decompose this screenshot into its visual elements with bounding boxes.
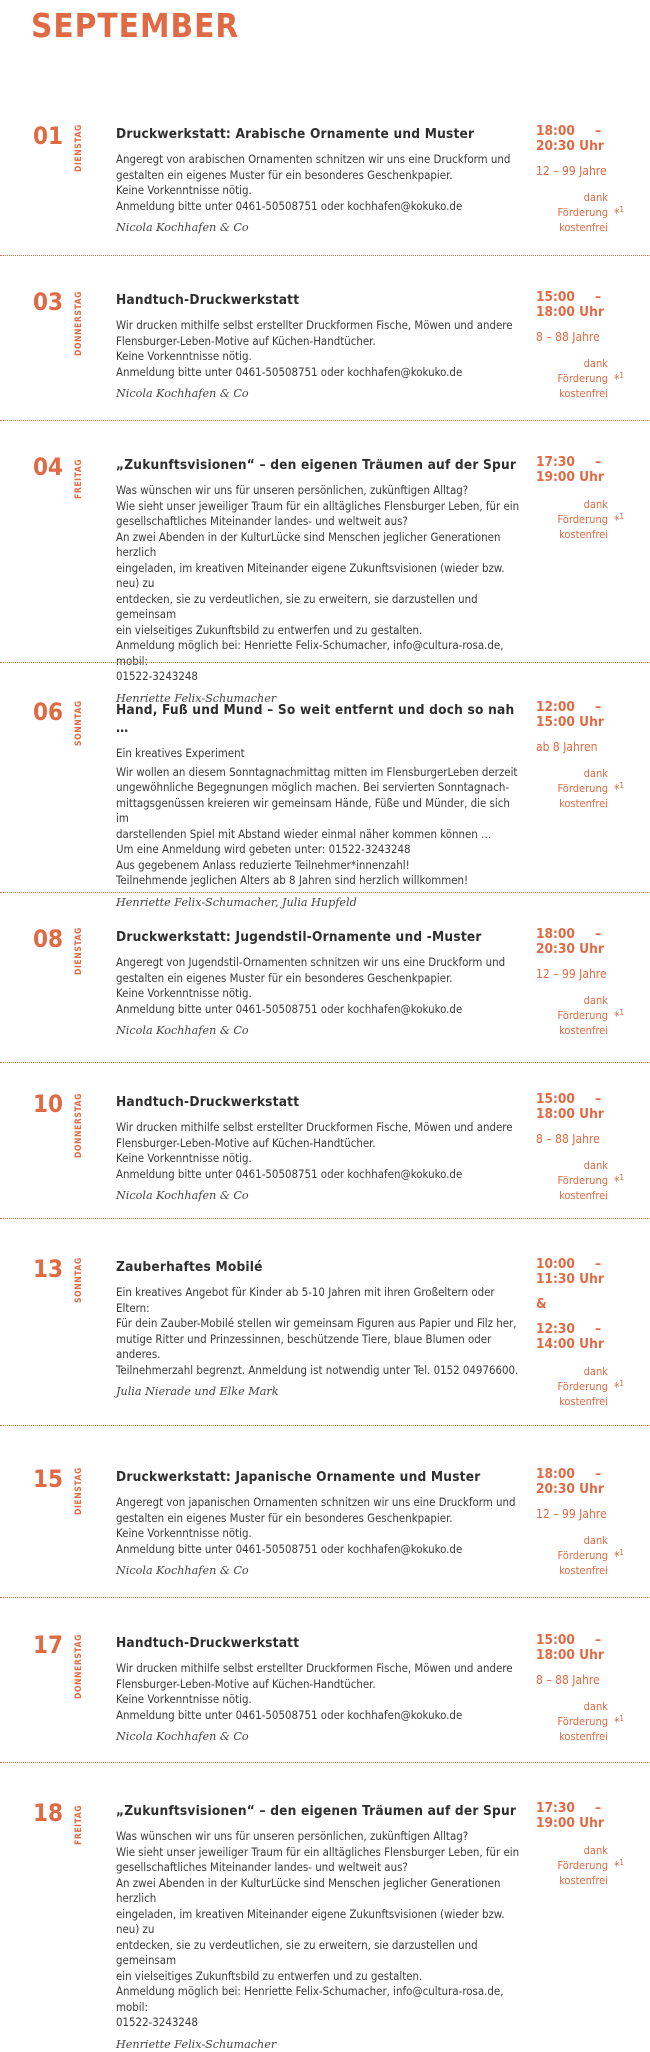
event-weekday: DONNERSTAG xyxy=(74,1633,84,1699)
time-range xyxy=(536,700,636,730)
event-weekday: FREITAG xyxy=(74,1804,84,1845)
time-range xyxy=(536,1467,636,1497)
event-divider xyxy=(0,420,650,421)
event-schedule xyxy=(536,700,636,811)
funding-note xyxy=(536,1533,624,1578)
time-start: 12:30 xyxy=(536,1321,575,1337)
event-weekday: DONNERSTAG xyxy=(74,1092,84,1158)
event-organizer: Nicola Kochhafen & Co xyxy=(116,221,249,234)
event-weekday: DIENSTAG xyxy=(74,124,84,172)
time-separator: & xyxy=(536,1296,547,1312)
funding-free-label: kostenfrei xyxy=(559,1024,608,1037)
funding-note xyxy=(536,356,624,401)
event-description: Wir drucken mithilfe selbst erstellter Druckformen Fische, Möwen und andere Flensburger-Leben-Motive auf Küchen-Handtücher. Keine Vorkenntnisse nötig. Anmeldung bitte unter 0461-50508751 oder kochhafen@kokuko.de xyxy=(116,1120,513,1181)
event-schedule xyxy=(536,927,636,1038)
event-day-number: 15 xyxy=(33,1465,64,1493)
event-day-number: 17 xyxy=(33,1631,64,1659)
footnote-marker: *$^1$ xyxy=(614,781,624,796)
event-description: Angeregt von Jugendstil-Ornamenten schnitzen wir uns eine Druckform und gestalten ein eigenes Muster für ein besonderes Geschenkpapier. Keine Vorkenntnisse nötig. Anmeldung bitte unter 0461-50508751 oder kochhafen@kokuko.de xyxy=(116,955,506,1016)
event-title: Handtuch-Druckwerkstatt xyxy=(116,1094,300,1110)
event-weekday: DIENSTAG xyxy=(74,1467,84,1515)
event-description: Wir wollen an diesem Sonntagnachmittag mitten im FlensburgerLeben derzeit ungewöhnliche Begegnungen möglich machen. Bei servierten Sonntagnach- mittagsgenüssen kreieren wir gemeinsam Hände, Füße und Münder, die sich im darstellenden Spiel mit Abstand wieder einmal näher kommen können … Um eine Anmeldung wird gebeten unter: 01522-3243248 Aus gegebenem Anlass reduzierte Teilnehmer*innenzahl! Teilnehmende jeglichen Alters ab 8 Jahren sind herzlich willkommen! xyxy=(116,764,518,887)
footnote-marker: *$^1$ xyxy=(614,1548,624,1563)
event-title: Handtuch-Druckwerkstatt xyxy=(116,1635,300,1651)
age-range: 8 – 88 Jahre xyxy=(536,1132,600,1146)
time-end: 14:00 Uhr xyxy=(536,1336,604,1352)
event-organizer: Henriette Felix-Schumacher xyxy=(116,691,277,705)
event-divider xyxy=(0,1425,650,1426)
time-end: 18:00 Uhr xyxy=(536,1647,604,1663)
funding-free-label: kostenfrei xyxy=(559,797,608,810)
funding-note xyxy=(536,190,624,235)
event-schedule xyxy=(536,1092,636,1203)
time-dash: – xyxy=(594,926,602,942)
time-start: 15:00 xyxy=(536,1632,575,1648)
funding-note xyxy=(536,497,624,542)
age-range: 12 – 99 Jahre xyxy=(536,1507,607,1521)
funding-free-label: kostenfrei xyxy=(559,1189,608,1202)
age-range: 12 – 99 Jahre xyxy=(536,967,607,981)
funding-label: dank Förderung xyxy=(557,767,608,795)
time-start: 17:30 xyxy=(536,454,575,470)
event-divider xyxy=(0,1062,650,1063)
event-title: Druckwerkstatt: Jugendstil-Ornamente und -Muster xyxy=(116,929,482,945)
funding-label: dank Förderung xyxy=(557,1534,608,1562)
funding-note xyxy=(536,1158,624,1203)
time-start: 17:30 xyxy=(536,1800,575,1816)
age-range: ab 8 Jahren xyxy=(536,740,598,754)
second-time-range xyxy=(536,1322,636,1352)
time-range xyxy=(536,1633,636,1663)
funding-free-label: kostenfrei xyxy=(559,1564,608,1577)
event-schedule xyxy=(536,1467,636,1578)
event-title: „Zukunftsvisionen“ – den eigenen Träumen auf der Spur xyxy=(116,1803,517,1819)
event-description: Wir drucken mithilfe selbst erstellter Druckformen Fische, Möwen und andere Flensburger-Leben-Motive auf Küchen-Handtücher. Keine Vorkenntnisse nötig. Anmeldung bitte unter 0461-50508751 oder kochhafen@kokuko.de xyxy=(116,318,513,379)
event-divider xyxy=(0,1218,650,1219)
event-title: Druckwerkstatt: Japanische Ornamente und Muster xyxy=(116,1469,481,1485)
funding-label: dank Förderung xyxy=(557,191,608,219)
time-dash: – xyxy=(594,699,602,715)
page-title: SEPTEMBER xyxy=(31,6,240,45)
event-content xyxy=(116,1258,521,1399)
event-title: Zauberhaftes Mobilé xyxy=(116,1259,263,1275)
event-day-number: 06 xyxy=(33,698,64,726)
event-weekday: FREITAG xyxy=(74,458,84,499)
event-organizer: Nicola Kochhafen & Co xyxy=(116,1024,249,1037)
funding-free-label: kostenfrei xyxy=(559,528,608,541)
time-dash: – xyxy=(594,1466,602,1482)
funding-label: dank Förderung xyxy=(557,994,608,1022)
time-range xyxy=(536,290,636,320)
time-start: 15:00 xyxy=(536,1091,575,1107)
funding-label: dank Förderung xyxy=(557,357,608,385)
time-start: 12:00 xyxy=(536,699,575,715)
age-range: 8 – 88 Jahre xyxy=(536,330,600,344)
time-range xyxy=(536,124,636,154)
funding-label: dank Förderung xyxy=(557,1844,608,1872)
event-schedule xyxy=(536,455,636,542)
event-description: Angeregt von japanischen Ornamenten schnitzen wir uns eine Druckform und gestalten ein eigenes Muster für ein besonderes Geschenkpapier. Keine Vorkenntnisse nötig. Anmeldung bitte unter 0461-50508751 oder kochhafen@kokuko.de xyxy=(116,1495,516,1556)
time-end: 19:00 Uhr xyxy=(536,469,604,485)
event-content xyxy=(116,125,521,235)
time-range xyxy=(536,455,636,485)
time-start: 10:00 xyxy=(536,1256,575,1272)
time-dash: – xyxy=(594,289,602,305)
event-content xyxy=(116,291,521,401)
funding-label: dank Förderung xyxy=(557,1159,608,1187)
event-subtitle: Ein kreatives Experiment xyxy=(116,746,245,760)
event-content xyxy=(116,456,521,706)
funding-label: dank Förderung xyxy=(557,1365,608,1393)
time-start: 15:00 xyxy=(536,289,575,305)
time-range xyxy=(536,927,636,957)
footnote-marker: *$^1$ xyxy=(614,1008,624,1023)
event-title: „Zukunftsvisionen“ – den eigenen Träumen auf der Spur xyxy=(116,457,517,473)
age-range: 12 – 99 Jahre xyxy=(536,164,607,178)
event-organizer: Julia Nierade und Elke Mark xyxy=(116,1385,279,1398)
event-day-number: 04 xyxy=(33,453,64,481)
time-range xyxy=(536,1092,636,1122)
time-range xyxy=(536,1257,636,1287)
funding-free-label: kostenfrei xyxy=(559,1730,608,1743)
event-description: Was wünschen wir uns für unseren persönlichen, zukünftigen Alltag? Wie sieht unser jeweiliger Traum für ein alltägliches Flensburger Leben, für ein gesellschaftliches Miteinander landes- und weltweit aus? An zwei Abenden in der KulturLücke sind Menschen jeglicher Generationen herzlich eingeladen, im kreativen Miteinander eigene Zukunftsvisionen (wieder bzw. neu) zu entdecken, sie zu verdeutlichen, sie zu erweitern, sie darzustellen und gemeinsam ein vielseitiges Zukunftsbild zu entwerfen und zu gestalten. Anmeldung möglich bei: Henriette Felix-Schumacher, info@cultura-rosa.de, mobil: 01522-3243248 xyxy=(116,1829,520,2029)
footnote-marker: *$^1$ xyxy=(614,1173,624,1188)
funding-free-label: kostenfrei xyxy=(559,387,608,400)
time-end: 18:00 Uhr xyxy=(536,1106,604,1122)
time-end: 20:30 Uhr xyxy=(536,1481,604,1497)
time-start: 18:00 xyxy=(536,123,575,139)
event-title: Hand, Fuß und Mund – So weit entfernt und doch so nah … xyxy=(116,702,515,736)
event-content xyxy=(116,1634,521,1744)
time-dash: – xyxy=(594,1321,602,1337)
event-weekday: DONNERSTAG xyxy=(74,290,84,356)
time-end: 20:30 Uhr xyxy=(536,138,604,154)
event-day-number: 01 xyxy=(33,122,64,150)
time-range xyxy=(536,1801,636,1831)
event-content xyxy=(116,1802,521,2052)
time-dash: – xyxy=(594,454,602,470)
event-organizer: Nicola Kochhafen & Co xyxy=(116,1564,249,1577)
event-organizer: Henriette Felix-Schumacher xyxy=(116,2037,277,2051)
event-divider xyxy=(0,1762,650,1763)
funding-free-label: kostenfrei xyxy=(559,1874,608,1887)
time-start: 18:00 xyxy=(536,926,575,942)
time-dash: – xyxy=(594,1256,602,1272)
event-schedule xyxy=(536,124,636,235)
event-schedule xyxy=(536,1801,636,1888)
time-start: 18:00 xyxy=(536,1466,575,1482)
event-divider xyxy=(0,892,650,893)
funding-free-label: kostenfrei xyxy=(559,1395,608,1408)
funding-note xyxy=(536,993,624,1038)
time-end: 11:30 Uhr xyxy=(536,1271,604,1287)
event-divider xyxy=(0,1597,650,1598)
event-description: Ein kreatives Angebot für Kinder ab 5-10 Jahren mit ihren Großeltern oder Eltern: Für dein Zauber-Mobilé stellen wir gemeinsam Figuren aus Papier und Filz her, mutige Ritter und Prinzessinnen, beschützende Tiere, blaue Blumen oder anderes. Teilnehmerzahl begrenzt. Anmeldung ist notwendig unter Tel. 0152 04976600. xyxy=(116,1285,519,1377)
funding-note xyxy=(536,1364,624,1409)
event-schedule xyxy=(536,1257,636,1409)
time-end: 19:00 Uhr xyxy=(536,1815,604,1831)
event-day-number: 18 xyxy=(33,1799,64,1827)
age-range: 8 – 88 Jahre xyxy=(536,1673,600,1687)
event-day-number: 13 xyxy=(33,1255,64,1283)
event-day-number: 03 xyxy=(33,288,64,316)
event-divider xyxy=(0,662,650,663)
event-schedule xyxy=(536,290,636,401)
footnote-marker: *$^1$ xyxy=(614,1379,624,1394)
footnote-marker: *$^1$ xyxy=(614,371,624,386)
event-weekday: SONNTAG xyxy=(74,1257,84,1303)
time-dash: – xyxy=(594,1091,602,1107)
event-organizer: Nicola Kochhafen & Co xyxy=(116,1730,249,1743)
event-content xyxy=(116,1468,521,1578)
footnote-marker: *$^1$ xyxy=(614,205,624,220)
event-day-number: 10 xyxy=(33,1090,64,1118)
event-description: Angeregt von arabischen Ornamenten schnitzen wir uns eine Druckform und gestalten ein eigenes Muster für ein besonderes Geschenkpapier. Keine Vorkenntnisse nötig. Anmeldung bitte unter 0461-50508751 oder kochhafen@kokuko.de xyxy=(116,152,511,213)
event-divider xyxy=(0,255,650,256)
time-end: 15:00 Uhr xyxy=(536,714,604,730)
funding-label: dank Förderung xyxy=(557,1700,608,1728)
footnote-marker: *$^1$ xyxy=(614,512,624,527)
event-title: Handtuch-Druckwerkstatt xyxy=(116,292,300,308)
event-day-number: 08 xyxy=(33,925,64,953)
time-dash: – xyxy=(594,123,602,139)
footnote-marker: *$^1$ xyxy=(614,1714,624,1729)
event-weekday: DIENSTAG xyxy=(74,927,84,975)
event-content xyxy=(116,701,521,910)
event-content xyxy=(116,928,521,1038)
event-organizer: Nicola Kochhafen & Co xyxy=(116,387,249,400)
time-end: 20:30 Uhr xyxy=(536,941,604,957)
time-dash: – xyxy=(594,1800,602,1816)
event-organizer: Henriette Felix-Schumacher, Julia Hupfeld xyxy=(116,895,357,909)
event-description: Was wünschen wir uns für unseren persönlichen, zukünftigen Alltag? Wie sieht unser jeweiliger Traum für ein alltägliches Flensburger Leben, für ein gesellschaftliches Miteinander landes- und weltweit aus? An zwei Abenden in der KulturLücke sind Menschen jeglicher Generationen herzlich eingeladen, im kreativen Miteinander eigene Zukunftsvisionen (wieder bzw. neu) zu entdecken, sie zu verdeutlichen, sie zu erweitern, sie darzustellen und gemeinsam ein vielseitiges Zukunftsbild zu entwerfen und zu gestalten. Anmeldung möglich bei: Henriette Felix-Schumacher, info@cultura-rosa.de, mobil: 01522-3243248 xyxy=(116,483,520,683)
footnote-marker: *$^1$ xyxy=(614,1858,624,1873)
time-end: 18:00 Uhr xyxy=(536,304,604,320)
event-title: Druckwerkstatt: Arabische Ornamente und Muster xyxy=(116,126,475,142)
funding-note xyxy=(536,766,624,811)
event-organizer: Nicola Kochhafen & Co xyxy=(116,1189,249,1202)
event-description: Wir drucken mithilfe selbst erstellter Druckformen Fische, Möwen und andere Flensburger-Leben-Motive auf Küchen-Handtücher. Keine Vorkenntnisse nötig. Anmeldung bitte unter 0461-50508751 oder kochhafen@kokuko.de xyxy=(116,1661,513,1722)
time-dash: – xyxy=(594,1632,602,1648)
event-schedule xyxy=(536,1633,636,1744)
funding-note xyxy=(536,1843,624,1888)
funding-label: dank Förderung xyxy=(557,498,608,526)
event-weekday: SONNTAG xyxy=(74,700,84,746)
funding-free-label: kostenfrei xyxy=(559,221,608,234)
event-content xyxy=(116,1093,521,1203)
funding-note xyxy=(536,1699,624,1744)
